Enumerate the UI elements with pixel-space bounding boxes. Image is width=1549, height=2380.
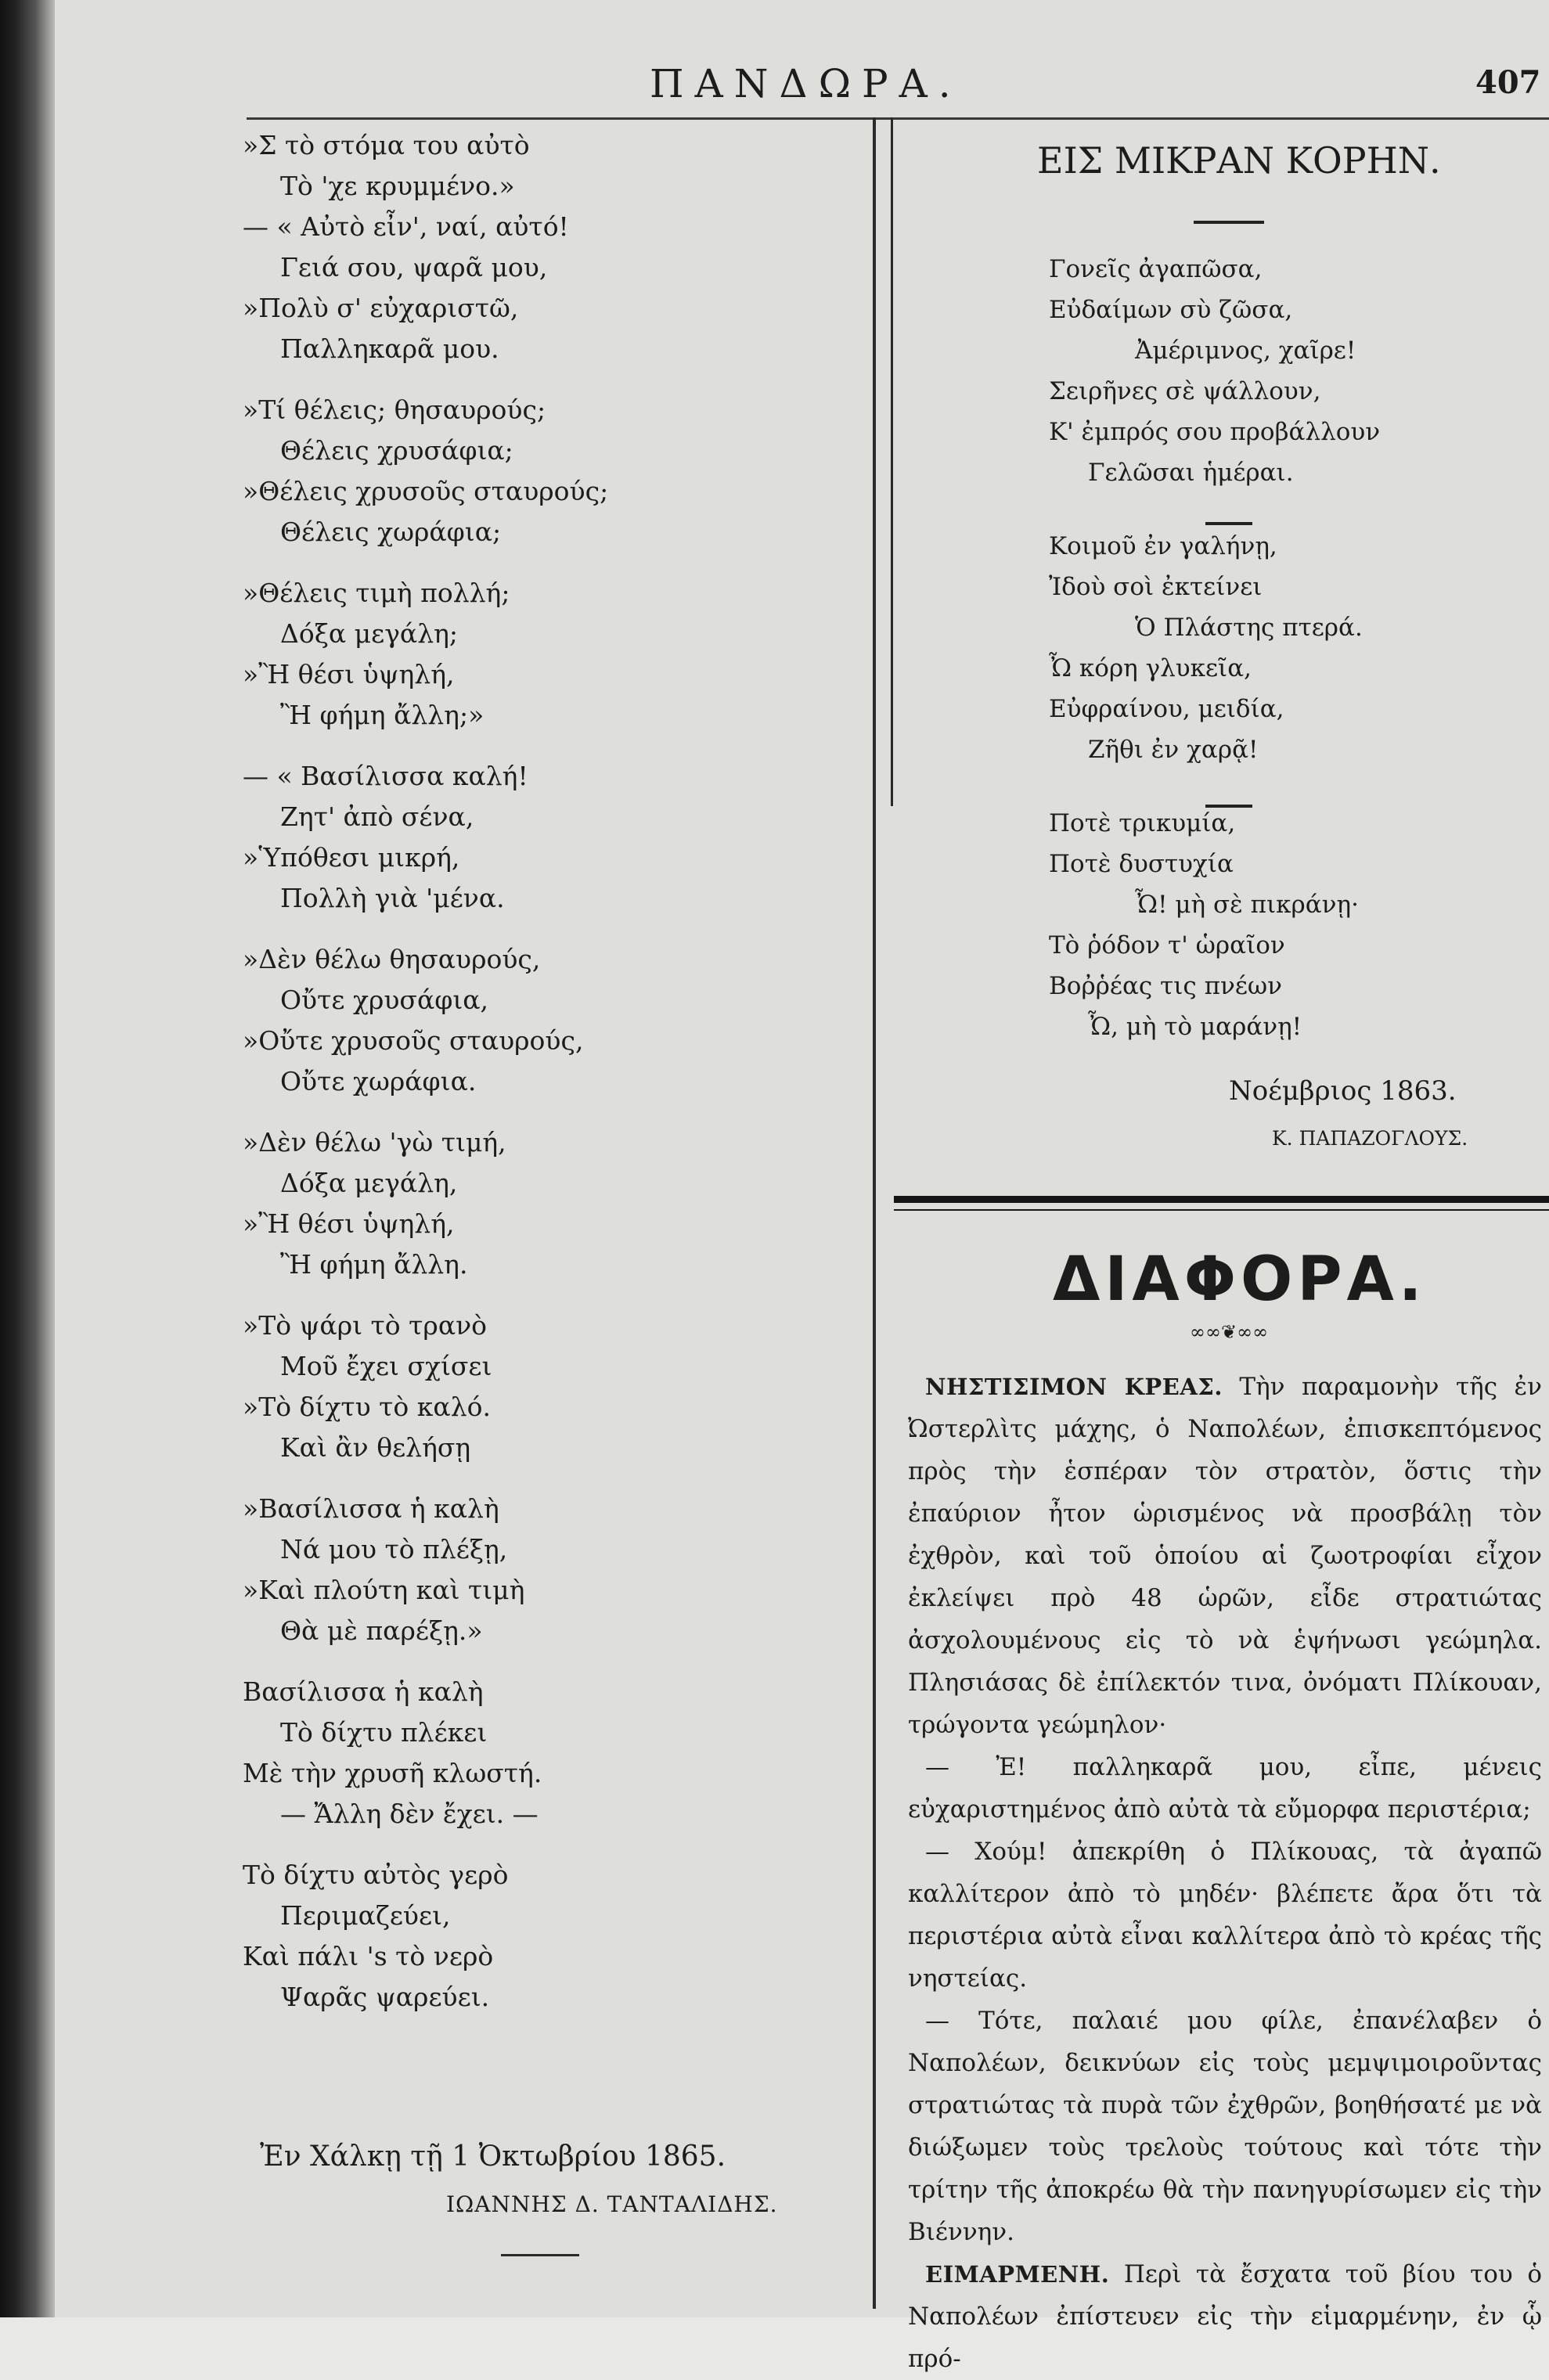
poem-line: Καὶ ἂν θελήσῃ bbox=[280, 1432, 471, 1463]
poem-line: — Ἄλλη δὲν ἔχει. — bbox=[280, 1799, 539, 1829]
stanza bbox=[1049, 803, 1518, 1047]
poem-line: Ποτὲ τρικυμία, bbox=[1049, 809, 1236, 837]
stanza bbox=[243, 939, 861, 1102]
poem-line: Οὔτε χρυσάφια, bbox=[280, 985, 489, 1015]
poem-line: Δόξα μεγάλη; bbox=[280, 618, 459, 649]
left-poem-author: ΙΩΑΝΝΗΣ Δ. ΤΑΝΤΑΛΙΔΗΣ. bbox=[446, 2191, 778, 2217]
poem-line: Θέλεις χρυσάφια; bbox=[280, 435, 513, 466]
poem-line: Τὸ δίχτυ πλέκει bbox=[280, 1717, 488, 1748]
poem-line: »Δὲν θέλω θησαυρούς, bbox=[243, 944, 541, 974]
page bbox=[55, 0, 1549, 2373]
poem-line: Γονεῖς ἀγαπῶσα, bbox=[1049, 255, 1263, 283]
poem-line: Σειρῆνες σὲ ψάλλουν, bbox=[1049, 377, 1321, 405]
poem-line: Θέλεις χωράφια; bbox=[280, 517, 502, 547]
poem-line: Τὸ ῥόδον τ' ὡραῖον bbox=[1049, 931, 1285, 960]
paragraph-text: — Χούμ! ἀπεκρίθη ὁ Πλίκουας, τὰ ἀγαπῶ καλλίτερον ἀπὸ τὸ μηδέν· βλέπετε ἄρα ὅτι τὰ περιστέρια αὐτὰ εἶναι καλλίτερα ἀπὸ τὸ κρέας τῆς νηστείας. bbox=[908, 1838, 1542, 1993]
poem-line: Βοῤῥέας τις πνέων bbox=[1049, 972, 1283, 1000]
poem-line: »Θέλεις τιμὴ πολλή; bbox=[243, 578, 510, 608]
stanza bbox=[1049, 526, 1518, 770]
poem-line: Μὲ τὴν χρυσῆ κλωστή. bbox=[243, 1758, 542, 1788]
poem-line: Εὐφραίνου, μειδία, bbox=[1049, 695, 1284, 723]
stanza bbox=[1049, 249, 1518, 493]
poem-line: Νά μου τὸ πλέξῃ, bbox=[280, 1534, 508, 1564]
poem-line: Τὸ 'χε κρυμμένο.» bbox=[280, 171, 515, 201]
page-number: 407 bbox=[1475, 64, 1541, 101]
section-thin-rule bbox=[894, 1209, 1549, 1211]
paragraph-text: Περὶ τὰ ἔσχατα τοῦ βίου του ὁ Ναπολέων ἐπίστευεν εἰς τὴν εἱμαρμένην, ἐν ᾧ πρό- bbox=[908, 2260, 1542, 2373]
section-prose bbox=[908, 1366, 1542, 2380]
poem-line: Κ' ἐμπρός σου προβάλλουν bbox=[1049, 418, 1381, 446]
section-heading: ΔΙΑΦΟΡΑ. bbox=[1053, 1244, 1427, 1315]
running-title: ΠΑΝΔΩΡΑ. bbox=[650, 61, 962, 106]
poem-line: Γειά σου, ψαρᾶ μου, bbox=[280, 252, 548, 283]
paragraph bbox=[908, 1366, 1542, 1746]
ornament: ∞∞❦∞∞ bbox=[1190, 1321, 1269, 1343]
poem-line: Ψαρᾶς ψαρεύει. bbox=[280, 1982, 490, 2012]
poem-line: »Οὔτε χρυσοῦς σταυρούς, bbox=[243, 1025, 584, 1056]
paragraph bbox=[908, 1746, 1542, 1831]
stanza bbox=[243, 1122, 861, 1285]
poem-line: »Ἢ θέσι ὑψηλή, bbox=[243, 1208, 455, 1239]
poem-line: »Θέλεις χρυσοῦς σταυρούς; bbox=[243, 476, 609, 506]
paragraph-text: Τὴν παραμονὴν τῆς ἐν Ὠστερλὶτς μάχης, ὁ Ναπολέων, ἐπισκεπτόμενος πρὸς τὴν ἑσπέραν τὸν στρατὸν, ὅστις τὴν ἐπαύριον ἦτον ὡρισμένος νὰ προσβάλῃ τὸν ἐχθρὸν, καὶ τοῦ ὁποίου αἱ ζωοτροφίαι εἶχον ἐκλείψει πρὸ 48 ὡρῶν, εἶδε στρατιώτας ἀσχολουμένους εἰς τὸ νὰ ἑψήνωσι γεώμηλα. Πλησιάσας δὲ ἐπίλεκτόν τινα, ὀνόματι Πλίκουαν, τρώγοντα γεώμηλον· bbox=[908, 1373, 1543, 1739]
poem-line: Ἀμέριμνος, χαῖρε! bbox=[1135, 337, 1356, 365]
right-poem-title: ΕΙΣ ΜΙΚΡΑΝ ΚΟΡΗΝ. bbox=[1037, 139, 1441, 182]
stanza bbox=[243, 1855, 861, 2018]
stanza bbox=[243, 1305, 861, 1468]
poem-line: Ζῆθι ἐν χαρᾷ! bbox=[1088, 736, 1259, 764]
poem-line: Οὔτε χωράφια. bbox=[280, 1066, 477, 1096]
poem-line: »Ὑπόθεσι μικρή, bbox=[243, 842, 460, 873]
poem-line: Μοῦ ἔχει σχίσει bbox=[280, 1351, 492, 1381]
right-poem-author: Κ. ΠΑΠΑΖΟΓΛΟΥΣ. bbox=[1272, 1127, 1468, 1150]
poem-line: Καὶ πάλι 's τὸ νερὸ bbox=[243, 1941, 494, 1971]
poem-line: Περιμαζεύει, bbox=[280, 1900, 451, 1931]
paragraph bbox=[908, 2253, 1542, 2380]
poem-line: Εὐδαίμων σὺ ζῶσα, bbox=[1049, 296, 1293, 324]
book-binding-edge bbox=[0, 0, 55, 2317]
poem-line: Ὦ! μὴ σὲ πικράνῃ· bbox=[1135, 891, 1359, 919]
section-thick-rule bbox=[894, 1196, 1549, 1203]
poem-line: Ὁ Πλάστης πτερά. bbox=[1135, 614, 1363, 642]
stanza bbox=[243, 390, 861, 553]
left-poem-place-date: Ἐν Χάλκῃ τῇ 1 Ὀκτωβρίου 1865. bbox=[260, 2141, 726, 2173]
poem-line: Βασίλισσα ἡ καλὴ bbox=[243, 1676, 484, 1707]
paragraph-text: — Ἐ! παλληκαρᾶ μου, εἶπε, μένεις εὐχαριστημένος ἀπὸ αὐτὰ τὰ εὔμορφα περιστέρια; bbox=[908, 1753, 1542, 1824]
poem-line: Ἢ φήμη ἄλλη;» bbox=[280, 700, 485, 730]
poem-line: Θὰ μὲ παρέξῃ.» bbox=[280, 1615, 483, 1646]
stanza bbox=[243, 756, 861, 919]
stanza bbox=[243, 125, 861, 369]
poem-line: — « Βασίλισσα καλή! bbox=[243, 761, 528, 791]
left-poem bbox=[243, 125, 861, 2038]
poem-line: Πολλὴ γιὰ 'μένα. bbox=[280, 883, 505, 913]
header-rule bbox=[247, 117, 1549, 120]
stanza bbox=[243, 1672, 861, 1835]
poem-line: Ποτὲ δυστυχία bbox=[1049, 850, 1234, 878]
column-rule-secondary bbox=[891, 117, 893, 806]
title-dash-rule bbox=[1194, 221, 1264, 224]
poem-line: — « Αὐτὸ εἶν', ναί, αὐτό! bbox=[243, 211, 569, 242]
poem-line: »Δὲν θέλω 'γὼ τιμή, bbox=[243, 1127, 506, 1158]
poem-line: Παλληκαρᾶ μου. bbox=[280, 333, 499, 364]
right-poem bbox=[1049, 249, 1518, 1080]
left-end-rule bbox=[501, 2254, 579, 2256]
poem-line: »Τὸ δίχτυ τὸ καλό. bbox=[243, 1392, 491, 1422]
right-poem-date: Νοέμβριος 1863. bbox=[1229, 1075, 1457, 1107]
poem-line: »Ἢ θέσι ὑψηλή, bbox=[243, 659, 455, 690]
paragraph-heading: ΝΗΣΤΙΣΙΜΟΝ ΚΡΕΑΣ. bbox=[925, 1374, 1223, 1400]
poem-line: »Σ τὸ στόμα του αὐτὸ bbox=[243, 130, 530, 160]
column-rule bbox=[873, 117, 876, 2309]
paragraph-heading: ΕΙΜΑΡΜΕΝΗ. bbox=[925, 2261, 1110, 2288]
stanza bbox=[243, 1489, 861, 1651]
poem-line: »Τὸ ψάρι τὸ τρανὸ bbox=[243, 1310, 488, 1341]
paragraph bbox=[908, 2000, 1542, 2253]
poem-line: Ἢ φήμη ἄλλη. bbox=[280, 1249, 468, 1280]
poem-line: Ὦ κόρη γλυκεῖα, bbox=[1049, 654, 1252, 682]
stanza bbox=[243, 573, 861, 736]
paragraph bbox=[908, 1831, 1542, 2000]
poem-line: Ζητ' ἀπὸ σένα, bbox=[280, 801, 474, 832]
poem-line: »Τί θέλεις; θησαυρούς; bbox=[243, 394, 546, 425]
poem-line: Ἰδοὺ σοὶ ἐκτείνει bbox=[1049, 573, 1263, 601]
poem-line: »Βασίλισσα ἡ καλὴ bbox=[243, 1493, 499, 1524]
poem-line: »Πολὺ σ' εὐχαριστῶ, bbox=[243, 293, 519, 323]
poem-line: »Καὶ πλούτη καὶ τιμὴ bbox=[243, 1575, 525, 1605]
poem-line: Τὸ δίχτυ αὐτὸς γερὸ bbox=[243, 1860, 509, 1890]
paragraph-text: — Τότε, παλαιέ μου φίλε, ἐπανέλαβεν ὁ Ναπολέων, δεικνύων εἰς τοὺς μεμψιμοιροῦντας στρατιώτας τὰ πυρὰ τῶν ἐχθρῶν, βοηθήσατέ με νὰ διώξωμεν τοὺς τρελοὺς τούτους καὶ τότε τὴν τρίτην τῆς ἀποκρέω θὰ τὴν πανηγυρίσωμεν εἰς τὴν Βιέννην. bbox=[908, 2007, 1542, 2246]
poem-line: Κοιμοῦ ἐν γαλήνῃ, bbox=[1049, 532, 1277, 560]
poem-line: Γελῶσαι ἡμέραι. bbox=[1088, 459, 1294, 487]
poem-line: Ὦ, μὴ τὸ μαράνῃ! bbox=[1088, 1013, 1302, 1041]
poem-line: Δόξα μεγάλη, bbox=[280, 1168, 458, 1198]
